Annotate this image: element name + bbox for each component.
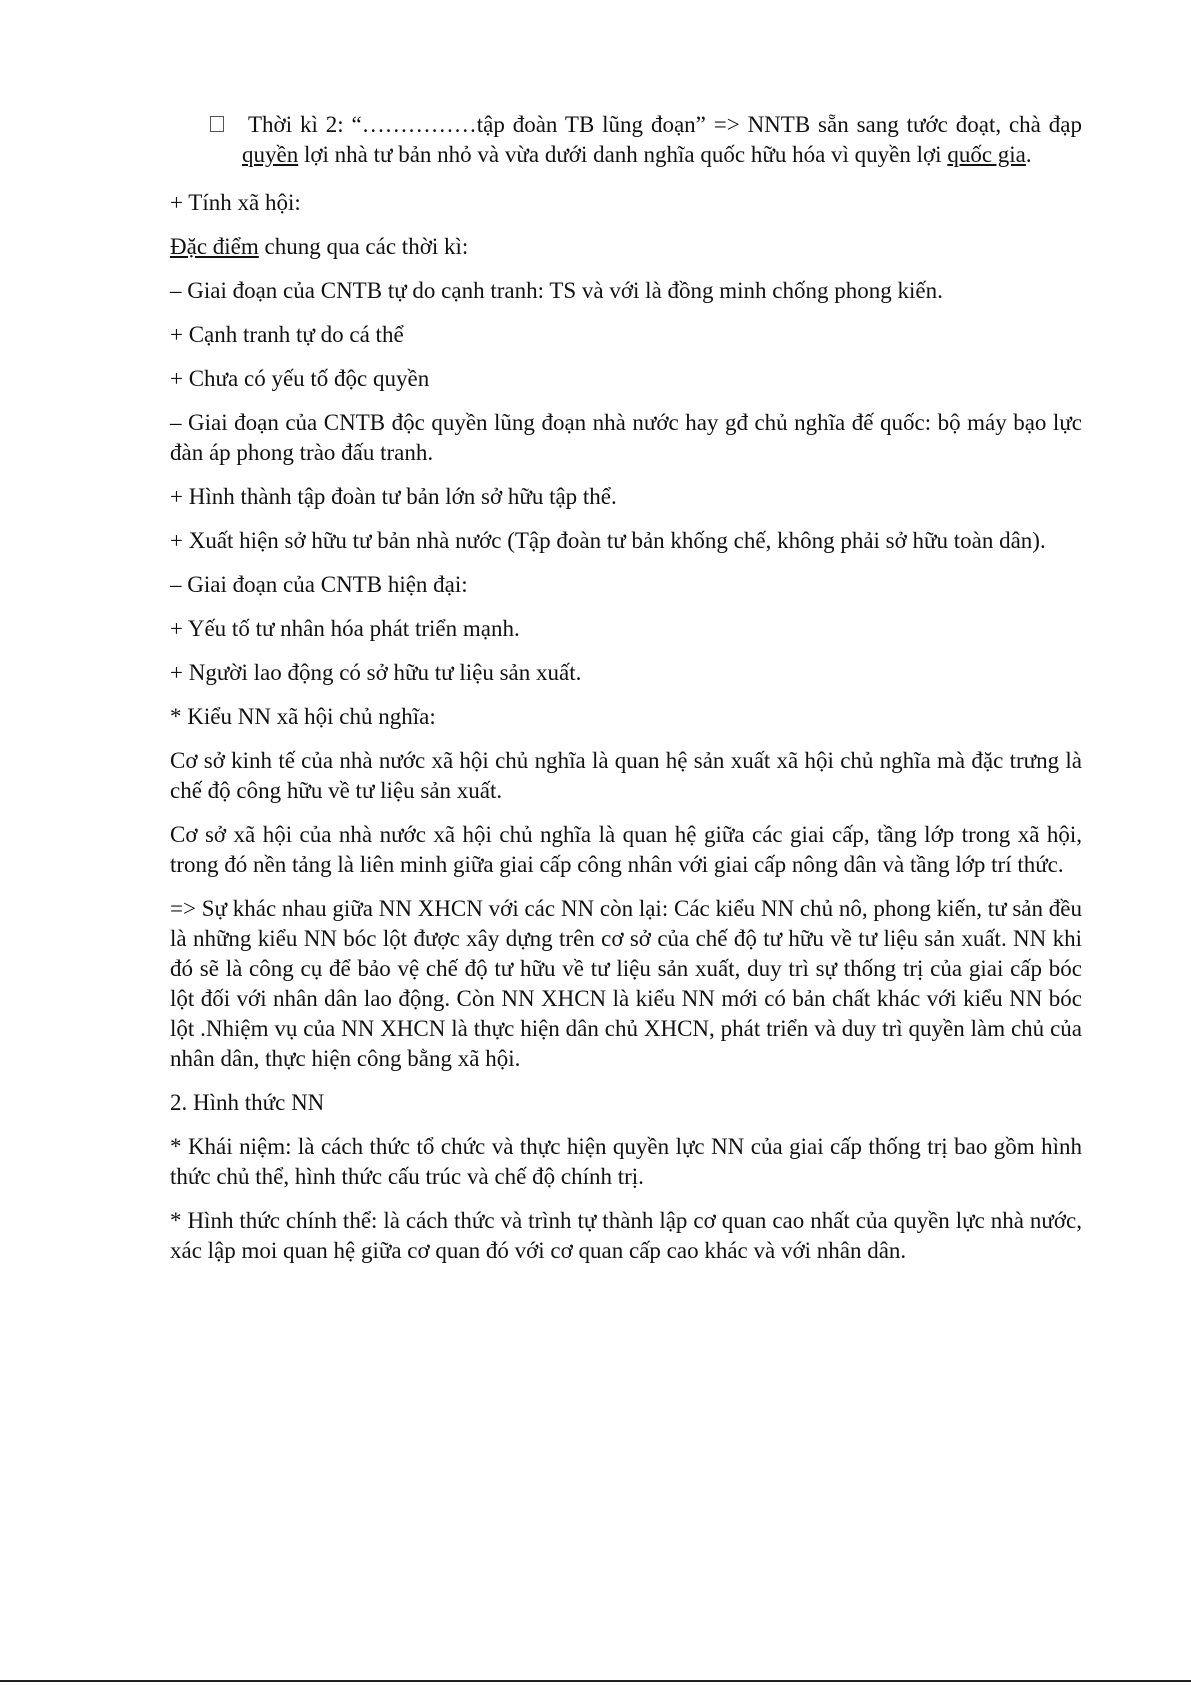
paragraph-1: – Giai đoạn của CNTB tự do cạnh tranh: TS và với là đồng minh chống phong kiến. <box>170 278 943 303</box>
document-page <box>170 110 1082 1280</box>
paragraph-13: => Sự khác nhau giữa NN XHCN với các NN còn lại: Các kiểu NN chủ nô, phong kiến, tư sản đều là những kiểu NN bóc lột được xây dựng trên cơ sở của chế độ tư hữu về tư liệu sản xuất. NN khi đó sẽ là công cụ để bảo vệ chế độ tư hữu về tư liệu sản xuất, duy trì sự thống trị của giai cấp bóc lột đối với nhân dân lao động. Còn NN XHCN là kiểu NN mới có bản chất khác với kiểu NN bóc lột .Nhiệm vụ của NN XHCN là thực hiện dân chủ XHCN, phát triển và duy trì quyền làm chủ của nhân dân, thực hiện công bằng xã hội. <box>170 896 1082 1071</box>
underlined-word-dac-diem: Đặc điểm <box>170 234 259 259</box>
bullet-text-mid: lợi nhà tư bản nhỏ và vừa dưới danh nghĩa quốc hữu hóa vì quyền lợi <box>298 142 948 167</box>
underlined-word-quoc-gia: quốc gia <box>947 142 1026 167</box>
underlined-word-quyen: quyền <box>242 142 299 167</box>
paragraph-7: – Giai đoạn của CNTB hiện đại: <box>170 572 468 597</box>
paragraph-5: + Hình thành tập đoàn tư bản lớn sở hữu tập thể. <box>170 484 617 509</box>
paragraph-3: + Chưa có yếu tố độc quyền <box>170 366 430 391</box>
paragraph-2: + Cạnh tranh tự do cá thể <box>170 322 404 347</box>
paragraph-4: – Giai đoạn của CNTB độc quyền lũng đoạn nhà nước hay gđ chủ nghĩa đế quốc: bộ máy bạo lực đàn áp phong trào đấu tranh. <box>170 410 1082 465</box>
paragraph-11: Cơ sở kinh tế của nhà nước xã hội chủ nghĩa là quan hệ sản xuất xã hội chủ nghĩa mà đặc trưng là chế độ công hữu về tư liệu sản xuất. <box>170 748 1082 803</box>
bullet-text-pre: Thời kì 2: “……………tập đoàn TB lũng đoạn” => NNTB sẵn sang tước đoạt, chà đạp <box>248 112 1082 137</box>
page-bottom-rule <box>0 1680 1191 1682</box>
paragraph-12: Cơ sở xã hội của nhà nước xã hội chủ nghĩa là quan hệ giữa các giai cấp, tầng lớp trong xã hội, trong đó nền tảng là liên minh giữa giai cấp công nhân với giai cấp nông dân và tầng lớp trí thức. <box>170 822 1082 877</box>
paragraph-10: * Kiểu NN xã hội chủ nghĩa: <box>170 704 436 729</box>
heading-tinh-xa-hoi: + Tính xã hội: <box>170 190 301 215</box>
bullet-paragraph <box>170 110 1082 170</box>
paragraph-6: + Xuất hiện sở hữu tư bản nhà nước (Tập đoàn tư bản khống chế, không phải sở hữu toàn dân). <box>170 528 1046 553</box>
paragraph-15: * Khái niệm: là cách thức tổ chức và thực hiện quyền lực NN của giai cấp thống trị bao gồm hình thức chủ thể, hình thức cấu trúc và chế độ chính trị. <box>170 1134 1082 1189</box>
paragraph-14: 2. Hình thức NN <box>170 1090 325 1115</box>
bullet-box-icon <box>210 116 224 132</box>
dac-diem-rest: chung qua các thời kì: <box>258 234 469 259</box>
bullet-text-post: . <box>1025 142 1032 167</box>
paragraph-8: + Yếu tố tư nhân hóa phát triển mạnh. <box>170 616 520 641</box>
dac-diem-line <box>170 232 1082 262</box>
paragraph-9: + Người lao động có sở hữu tư liệu sản xuất. <box>170 660 582 685</box>
paragraph-16: * Hình thức chính thể: là cách thức và trình tự thành lập cơ quan cao nhất của quyền lực nhà nước, xác lập moi quan hệ giữa cơ quan đó với cơ quan cấp cao khác và với nhân dân. <box>170 1208 1082 1263</box>
